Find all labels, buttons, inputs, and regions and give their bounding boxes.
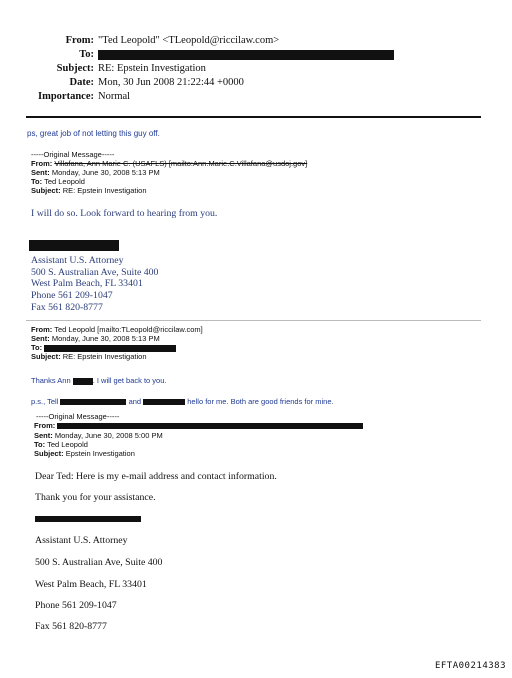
orig3-subject-label: Subject:: [34, 449, 64, 458]
redaction-bar: [143, 399, 185, 405]
orig1-subject-value: RE: Epstein Investigation: [62, 186, 147, 195]
redaction-bar: [60, 399, 126, 405]
original-message-separator: -----Original Message-----: [31, 150, 115, 159]
signature-name-redaction: [29, 240, 119, 251]
from-label: From:: [65, 35, 94, 46]
orig1-from-label: From:: [31, 159, 53, 168]
redaction-bar: [98, 50, 394, 60]
header-to-row: [0, 48, 394, 62]
sig2-title: Assistant U.S. Attorney: [35, 535, 128, 546]
header-divider: [26, 116, 481, 118]
sig2-city: West Palm Beach, FL 33401: [35, 579, 147, 590]
to-label: To:: [79, 49, 94, 60]
orig2-sent-label: Sent:: [31, 334, 50, 343]
subject-value: RE: Epstein Investigation: [98, 63, 206, 74]
sig2-address: 500 S. Australian Ave, Suite 400: [35, 557, 163, 568]
orig3-thanks: Thank you for your assistance.: [35, 492, 156, 503]
sig1-city: West Palm Beach, FL 33401: [31, 278, 143, 290]
redaction-bar: [57, 423, 363, 429]
orig3-from-row: [34, 421, 363, 431]
ps-text-b: and: [128, 397, 142, 406]
orig2-subject-value: RE: Epstein Investigation: [62, 352, 147, 361]
orig2-from-label: From:: [31, 325, 53, 334]
redaction-bar: [73, 378, 93, 385]
orig3-subject-value: Epstein Investigation: [65, 449, 135, 458]
orig2-from-value: Ted Leopold [mailto:TLeopold@riccilaw.com]: [54, 325, 203, 334]
orig1-sent-label: Sent:: [31, 168, 50, 177]
reply-ps-line: ps, great job of not letting this guy off.: [27, 129, 160, 138]
orig1-subject-row: [31, 186, 146, 196]
header-importance-row: [0, 90, 130, 104]
orig2-sent-value: Monday, June 30, 2008 5:13 PM: [51, 334, 160, 343]
orig3-sent-value: Monday, June 30, 2008 5:00 PM: [54, 431, 163, 440]
orig2-thanks-line: [31, 376, 167, 385]
subject-label: Subject:: [56, 63, 94, 74]
orig2-ps-line: [31, 397, 334, 406]
orig3-greeting: Dear Ted: Here is my e-mail address and contact information.: [35, 471, 277, 482]
ps-text-a: p.s., Tell: [31, 397, 59, 406]
orig2-subject-row: [31, 352, 146, 362]
date-value: Mon, 30 Jun 2008 21:22:44 +0000: [98, 77, 244, 88]
orig1-to-label: To:: [31, 177, 43, 186]
importance-value: Normal: [98, 91, 131, 102]
bates-number: EFTA00214383: [434, 661, 506, 671]
signature1-block: [31, 255, 158, 314]
orig3-subject-row: [34, 449, 135, 459]
orig1-from-value: Villafana, Ann Marie C. (USAFLS) [mailto:Ann.Marie.C.Villafana@usdoj.gov]: [54, 159, 308, 168]
header-date-row: [0, 76, 244, 90]
orig3-to-value: Ted Leopold: [47, 440, 88, 449]
sig1-title: Assistant U.S. Attorney: [31, 255, 124, 266]
date-label: Date:: [69, 77, 94, 88]
thanks-text-a: Thanks Ann: [31, 376, 71, 385]
signature-name-redaction: [35, 516, 141, 522]
sig2-phone: Phone 561 209-1047: [35, 600, 117, 611]
sig1-phone: Phone 561 209-1047: [31, 290, 113, 302]
sig1-fax: Fax 561 820-8777: [31, 301, 103, 313]
sig2-fax: Fax 561 820-8777: [35, 621, 107, 632]
orig1-body: I will do so. Look forward to hearing from you.: [31, 208, 218, 219]
orig1-sent-value: Monday, June 30, 2008 5:13 PM: [51, 168, 160, 177]
thanks-text-b: . I will get back to you.: [92, 376, 167, 385]
importance-label: Importance:: [38, 91, 94, 102]
original-message-separator: -----Original Message-----: [36, 412, 120, 421]
from-value: "Ted Leopold" <TLeopold@riccilaw.com>: [98, 35, 280, 46]
redaction-bar: [44, 345, 176, 352]
orig2-to-label: To:: [31, 343, 43, 352]
orig3-sent-label: Sent:: [34, 431, 53, 440]
header-subject-row: [0, 62, 206, 76]
ps-text-c: hello for me. Both are good friends for mine.: [187, 397, 334, 406]
orig1-to-value: Ted Leopold: [44, 177, 85, 186]
header-from-row: [0, 34, 279, 48]
orig3-from-label: From:: [34, 421, 56, 430]
orig1-subject-label: Subject:: [31, 186, 61, 195]
message-divider: [26, 320, 481, 321]
orig2-subject-label: Subject:: [31, 352, 61, 361]
sig1-address: 500 S. Australian Ave, Suite 400: [31, 266, 159, 278]
orig3-to-label: To:: [34, 440, 46, 449]
